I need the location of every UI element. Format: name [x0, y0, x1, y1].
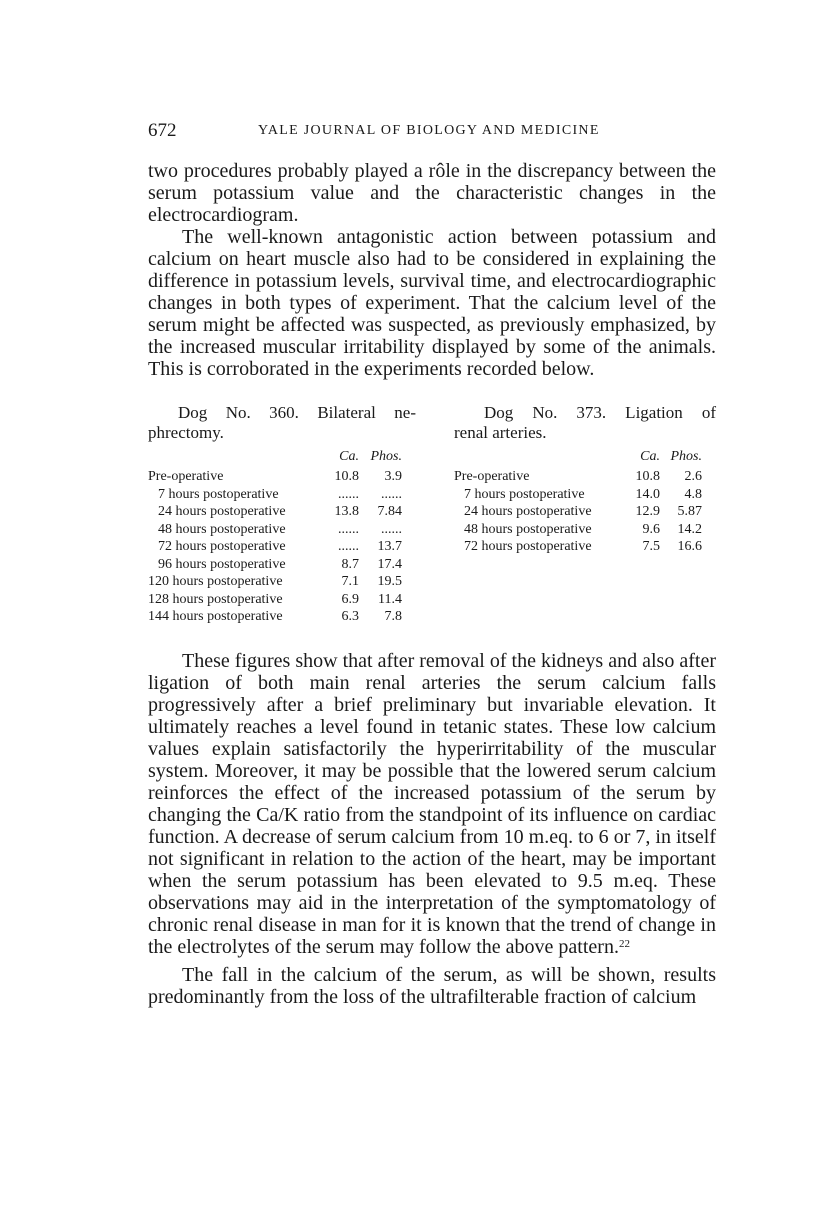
row-ca: 10.8 — [635, 469, 660, 484]
row-phos: 14.2 — [677, 521, 702, 537]
row-phos: ...... — [381, 486, 402, 502]
paragraph-3-body: These figures show that after removal of the kidneys and also after ligation of both main renal arteries the serum calcium falls progressively after a brief preliminary but invariable elevation. It ultimately reaches a level found in tetanic states. These low calcium values explain satisfactorily the hyperirritability of the muscular system. Moreover, it may be possible that the lowered serum calcium reinforces the effect of the increased potassium of the serum by changing the Ca/K ratio from the standpoint of its influence on cardiac function. A decrease of serum calcium from 10 m.eq. to 6 or 7, in itself not significant in relation to the action of the heart, may be important when the serum potassium has been elevated to 9.5 m.eq. These observations may aid in the interpretation of the symptomatology of chronic renal disease in man for it is known that the trend of change in the electrolytes of the serum may follow the above pattern. — [148, 650, 716, 958]
table-row — [454, 468, 702, 486]
row-label: Pre-operative — [454, 469, 530, 484]
table-left-header-phos: Phos. — [370, 449, 402, 464]
table-left-header-ca: Ca. — [339, 449, 359, 464]
row-ca: 9.6 — [642, 521, 660, 537]
row-ca: 7.5 — [642, 539, 660, 554]
row-phos: 13.7 — [377, 539, 402, 554]
row-phos: 7.8 — [384, 609, 402, 624]
table-row — [148, 468, 402, 486]
row-phos: 17.4 — [377, 556, 402, 572]
table-right-header-ca: Ca. — [640, 449, 660, 464]
row-label: 48 hours postoperative — [464, 521, 592, 537]
row-ca: 8.7 — [341, 556, 359, 572]
footnote-ref-22: 22 — [618, 938, 630, 950]
table-left-caption — [148, 403, 416, 443]
row-phos: 3.9 — [384, 469, 402, 484]
table-left — [148, 446, 402, 626]
row-phos: 2.6 — [684, 469, 702, 484]
row-phos: 7.84 — [377, 504, 402, 519]
table-row — [148, 486, 402, 504]
running-header — [148, 120, 716, 144]
row-phos: ...... — [381, 521, 402, 537]
table-right-header-phos: Phos. — [670, 449, 702, 464]
row-ca: ...... — [338, 539, 359, 554]
paragraph-4-text: The fall in the calcium of the serum, as will be shown, results predominantly from the loss of the ultrafilterable fraction of calcium — [148, 964, 716, 1008]
row-label: 24 hours postoperative — [464, 504, 592, 519]
row-ca: 13.8 — [334, 504, 359, 519]
paragraph-4 — [148, 964, 716, 1008]
table-left-caption-line-1: Dog No. 360. Bilateral ne- — [178, 403, 416, 422]
table-row — [454, 503, 702, 521]
row-phos: 16.6 — [677, 539, 702, 554]
table-left-header-row — [148, 446, 402, 468]
row-label: 120 hours postoperative — [148, 574, 283, 589]
row-ca: 10.8 — [334, 469, 359, 484]
row-phos: 11.4 — [378, 591, 402, 607]
row-label: 48 hours postoperative — [158, 521, 286, 537]
page-number: 672 — [148, 120, 177, 141]
row-label: 144 hours postoperative — [148, 609, 283, 624]
row-label: 7 hours postoperative — [158, 486, 279, 502]
row-label: 96 hours postoperative — [158, 556, 286, 572]
table-row — [148, 503, 402, 521]
journal-title: YALE JOURNAL OF BIOLOGY AND MEDICINE — [258, 123, 600, 138]
row-label: 72 hours postoperative — [158, 539, 286, 554]
row-ca: 6.3 — [341, 609, 359, 624]
table-row — [148, 538, 402, 556]
row-ca: 6.9 — [341, 591, 359, 607]
row-label: 128 hours postoperative — [148, 591, 283, 607]
row-label: 7 hours postoperative — [464, 486, 585, 502]
paragraph-1-text: two procedures probably played a rôle in the discrepancy between the serum potassium value and the characteristic changes in the electrocardiogram. — [148, 160, 716, 226]
row-ca: ...... — [338, 521, 359, 537]
table-row — [148, 573, 402, 591]
table-row — [148, 608, 402, 626]
table-row — [454, 521, 702, 539]
table-row — [148, 521, 402, 539]
paragraph-2-text: The well-known antagonistic action between potassium and calcium on heart muscle also had to be considered in explaining the difference in potassium levels, survival time, and electrocardiographic changes in both types of experiment. That the calcium level of the serum might be affected was suspected, as previously emphasized, by the increased muscular irritability displayed by some of the animals. This is corroborated in the experiments recorded below. — [148, 226, 716, 380]
row-ca: 7.1 — [341, 574, 359, 589]
row-ca: ...... — [338, 486, 359, 502]
paragraph-1 — [148, 160, 716, 226]
table-row — [148, 591, 402, 609]
table-right-caption — [454, 403, 716, 443]
table-right-header-row — [454, 446, 702, 468]
paragraph-3-text — [148, 650, 716, 958]
row-label: 24 hours postoperative — [158, 504, 286, 519]
row-ca: 12.9 — [635, 504, 660, 519]
row-phos: 19.5 — [377, 574, 402, 589]
table-left-caption-line-2: phrectomy. — [148, 423, 224, 442]
table-right-caption-line-2: renal arteries. — [454, 423, 547, 442]
table-row — [454, 486, 702, 504]
row-label: 72 hours postoperative — [464, 539, 592, 554]
table-left-header-blank — [148, 446, 324, 468]
paragraph-2 — [148, 226, 716, 380]
row-phos: 4.8 — [684, 486, 702, 502]
table-right-header-blank — [454, 446, 624, 468]
row-ca: 14.0 — [635, 486, 660, 502]
row-phos: 5.87 — [677, 504, 702, 519]
paragraph-3 — [148, 650, 716, 958]
table-right — [454, 446, 702, 556]
table-row — [148, 556, 402, 574]
table-right-caption-line-1: Dog No. 373. Ligation of — [484, 403, 716, 422]
row-label: Pre-operative — [148, 469, 224, 484]
table-row — [454, 538, 702, 556]
